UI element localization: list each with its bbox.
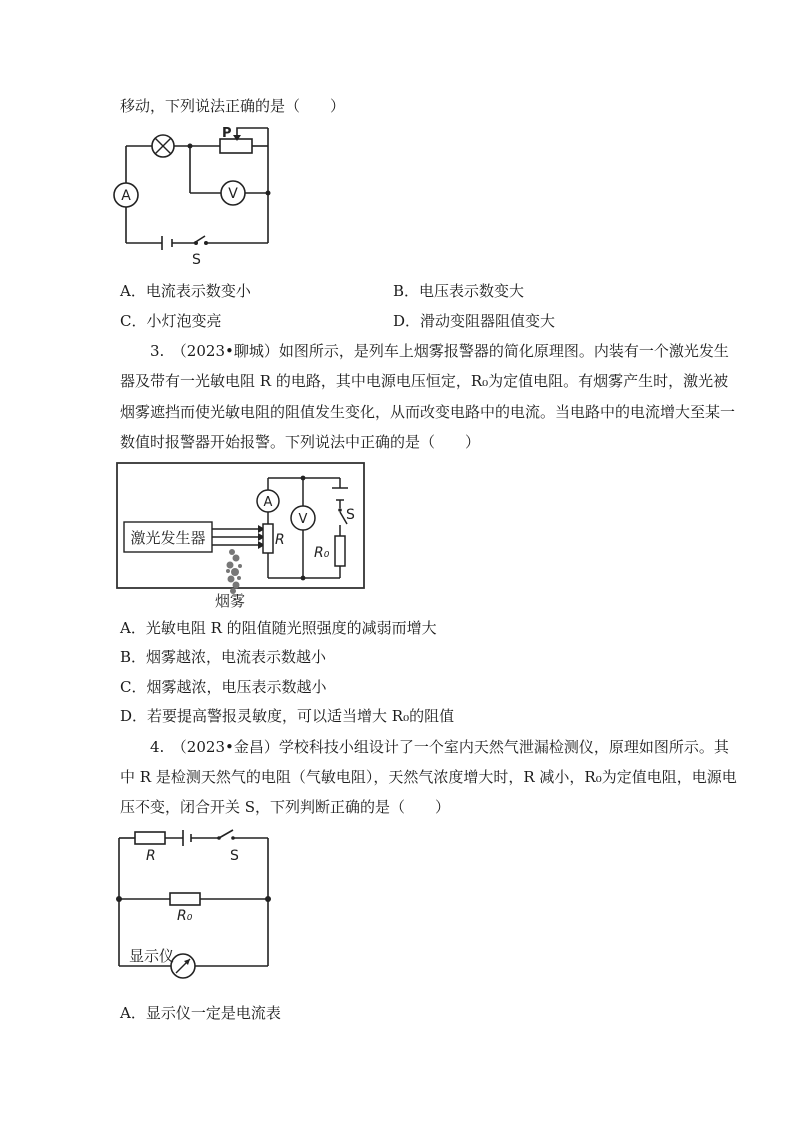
q3-r-label: R	[275, 532, 285, 548]
q2-option-a: A．电流表示数变小	[120, 282, 251, 300]
smoke-label: 烟雾	[214, 592, 246, 610]
q2-stem-tail: 移动，下列说法正确的是（ ）	[120, 97, 346, 115]
q3-stem-line-2: 器及带有一光敏电阻 R 的电路，其中电源电压恒定，R₀为定值电阻。有烟雾产生时，激光被	[120, 372, 729, 390]
q3-stem-line-3: 烟雾遮挡而使光敏电阻的阻值发生变化，从而改变电路中的电流。当电路中的电流增大至某一	[120, 403, 736, 421]
q3-stem-line-4: 数值时报警器开始报警。下列说法中正确的是（ ）	[120, 433, 481, 451]
voltmeter-label: V	[228, 186, 238, 202]
display-label: 显示仪	[129, 947, 175, 965]
switch-label: S	[192, 252, 201, 268]
q4-r0-label: R₀	[177, 908, 193, 924]
ammeter-label: A	[121, 188, 131, 204]
q3-switch-label: S	[346, 507, 355, 523]
q3-option-a: A．光敏电阻 R 的阻值随光照强度的减弱而增大	[120, 619, 437, 637]
q4-switch-label: S	[230, 848, 239, 864]
q4-stem-line-1: 4. （2023•金昌）学校科技小组设计了一个室内天然气泄漏检测仪，原理如图所示。其	[150, 738, 729, 756]
q3-option-d: D．若要提高警报灵敏度，可以适当增大 R₀的阻值	[120, 707, 455, 725]
q3-ammeter-label: A	[263, 495, 273, 510]
laser-label: 激光发生器	[130, 529, 206, 547]
q2-option-b: B．电压表示数变大	[393, 282, 525, 300]
slider-label: P	[222, 126, 232, 141]
q3-stem-line-1: 3. （2023•聊城）如图所示，是列车上烟雾报警器的简化原理图。内装有一个激光发生	[150, 342, 729, 360]
q4-option-a: A．显示仪一定是电流表	[120, 1004, 281, 1022]
q3-voltmeter-label: V	[298, 512, 308, 527]
meter-icon	[171, 954, 195, 978]
q3-r0-label: R₀	[314, 545, 330, 561]
q4-stem-line-3: 压不变，闭合开关 S，下列判断正确的是（ ）	[120, 798, 451, 816]
q2-option-d: D．滑动变阻器阻值变大	[393, 312, 556, 330]
q3-option-c: C．烟雾越浓，电压表示数越小	[120, 678, 327, 696]
q2-option-c: C．小灯泡变亮	[120, 312, 222, 330]
q3-option-b: B．烟雾越浓，电流表示数越小	[120, 648, 327, 666]
q4-r-label: R	[146, 848, 156, 864]
q4-stem-line-2: 中 R 是检测天然气的电阻（气敏电阻），天然气浓度增大时，R 减小，R₀为定值电阻，电源电	[120, 768, 737, 786]
